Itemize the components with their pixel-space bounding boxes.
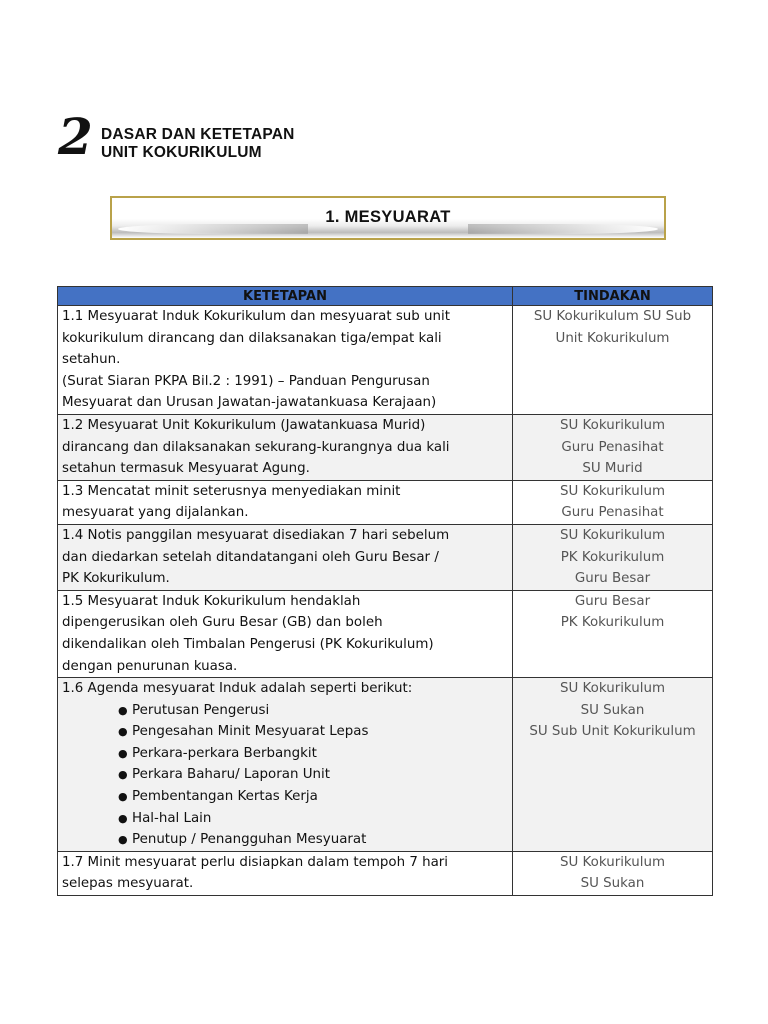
table-row — [58, 851, 713, 895]
rule-line: (Surat Siaran PKPA Bil.2 : 1991) – Panduan Pengurusan — [62, 373, 430, 389]
action-cell — [513, 524, 713, 590]
action-line: SU Kokurikulum — [560, 681, 665, 697]
section-title — [101, 126, 295, 162]
action-line: SU Sukan — [580, 876, 645, 892]
rule-cell — [58, 524, 513, 590]
table-row — [58, 524, 713, 590]
agenda-item: ● Perkara Baharu/ Laporan Unit — [118, 764, 508, 786]
rule-line: dengan penurunan kuasa. — [62, 658, 238, 674]
header-tindakan: TINDAKAN — [513, 287, 713, 306]
rule-line: Mesyuarat dan Urusan Jawatan-jawatankuasa Kerajaan) — [62, 395, 437, 411]
rule-cell — [58, 414, 513, 480]
table-row — [58, 678, 713, 852]
rule-cell — [58, 590, 513, 677]
rule-line: 1.1 Mesyuarat Induk Kokurikulum dan mesyuarat sub unit — [62, 309, 450, 324]
rule-line: dikendalikan oleh Timbalan Pengerusi (PK Kokurikulum) — [62, 636, 434, 652]
action-line: SU Kokurikulum — [560, 417, 665, 433]
rule-cell — [58, 678, 513, 852]
action-line: Guru Besar — [574, 593, 651, 609]
rule-line: 1.7 Minit mesyuarat perlu disiapkan dalam tempoh 7 hari — [62, 854, 449, 870]
banner-title: 1. MESYUARAT — [325, 208, 451, 226]
action-line: PK Kokurikulum — [560, 615, 665, 631]
action-cell — [513, 480, 713, 524]
action-line: Guru Penasihat — [561, 505, 664, 521]
agenda-item: ● Penutup / Penangguhan Mesyuarat — [118, 829, 508, 851]
section-number: 2 — [58, 107, 93, 166]
agenda-item: ● Hal-hal Lain — [118, 808, 508, 830]
header-ketetapan: KETETAPAN — [58, 287, 513, 306]
agenda-item: ● Perkara-perkara Berbangkit — [118, 743, 508, 765]
action-line: SU Kokurikulum SU Sub — [533, 309, 692, 324]
action-line: SU Kokurikulum — [560, 483, 665, 499]
rule-line: mesyuarat yang dijalankan. — [62, 505, 249, 521]
section-title-line1: DASAR DAN KETETAPAN — [101, 126, 295, 143]
rule-line: 1.3 Mencatat minit seterusnya menyediakan minit — [62, 483, 401, 499]
table-header-row — [58, 287, 713, 306]
action-line: SU Sub Unit Kokurikulum — [529, 724, 696, 740]
action-line: SU Sukan — [580, 702, 645, 718]
rule-line: setahun termasuk Mesyuarat Agung. — [62, 461, 310, 477]
action-line: Guru Penasihat — [561, 439, 664, 455]
action-line: Guru Besar — [574, 571, 651, 587]
rule-cell — [58, 851, 513, 895]
action-line: SU Murid — [582, 461, 643, 477]
table-row — [58, 306, 713, 415]
agenda-item: ● Pembentangan Kertas Kerja — [118, 786, 508, 808]
rule-line: dirancang dan dilaksanakan sekurang-kurangnya dua kali — [62, 439, 450, 455]
action-cell — [513, 678, 713, 852]
table-row — [58, 414, 713, 480]
action-line: SU Kokurikulum — [560, 527, 665, 543]
action-cell — [513, 590, 713, 677]
rule-line: PK Kokurikulum. — [62, 571, 170, 587]
rule-line: kokurikulum dirancang dan dilaksanakan tiga/empat kali — [62, 330, 442, 346]
action-cell — [513, 306, 713, 415]
action-cell — [513, 414, 713, 480]
section-title-line2: UNIT KOKURIKULUM — [101, 144, 262, 161]
action-line: PK Kokurikulum — [560, 549, 665, 565]
table-row — [58, 590, 713, 677]
agenda-list — [62, 700, 508, 851]
rule-line: selepas mesyuarat. — [62, 876, 194, 892]
action-cell — [513, 851, 713, 895]
rule-line: setahun. — [62, 352, 121, 368]
rule-line: 1.6 Agenda mesyuarat Induk adalah seperti berikut: — [62, 681, 413, 697]
rule-line: dan diedarkan setelah ditandatangani oleh Guru Besar / — [62, 549, 439, 565]
table-row — [58, 480, 713, 524]
rules-table — [57, 286, 713, 896]
rule-line: 1.4 Notis panggilan mesyuarat disediakan 7 hari sebelum — [62, 527, 450, 543]
subsection-banner — [110, 196, 666, 240]
rule-line: 1.2 Mesyuarat Unit Kokurikulum (Jawatankuasa Murid) — [62, 417, 426, 433]
rule-line: dipengerusikan oleh Guru Besar (GB) dan boleh — [62, 615, 383, 631]
rule-cell — [58, 480, 513, 524]
agenda-item: ● Pengesahan Minit Mesyuarat Lepas — [118, 721, 508, 743]
action-line: SU Kokurikulum — [560, 854, 665, 870]
rule-line: 1.5 Mesyuarat Induk Kokurikulum hendaklah — [62, 593, 361, 609]
rule-cell — [58, 306, 513, 415]
agenda-item: ● Perutusan Pengerusi — [118, 700, 508, 722]
action-line: Unit Kokurikulum — [555, 330, 670, 346]
